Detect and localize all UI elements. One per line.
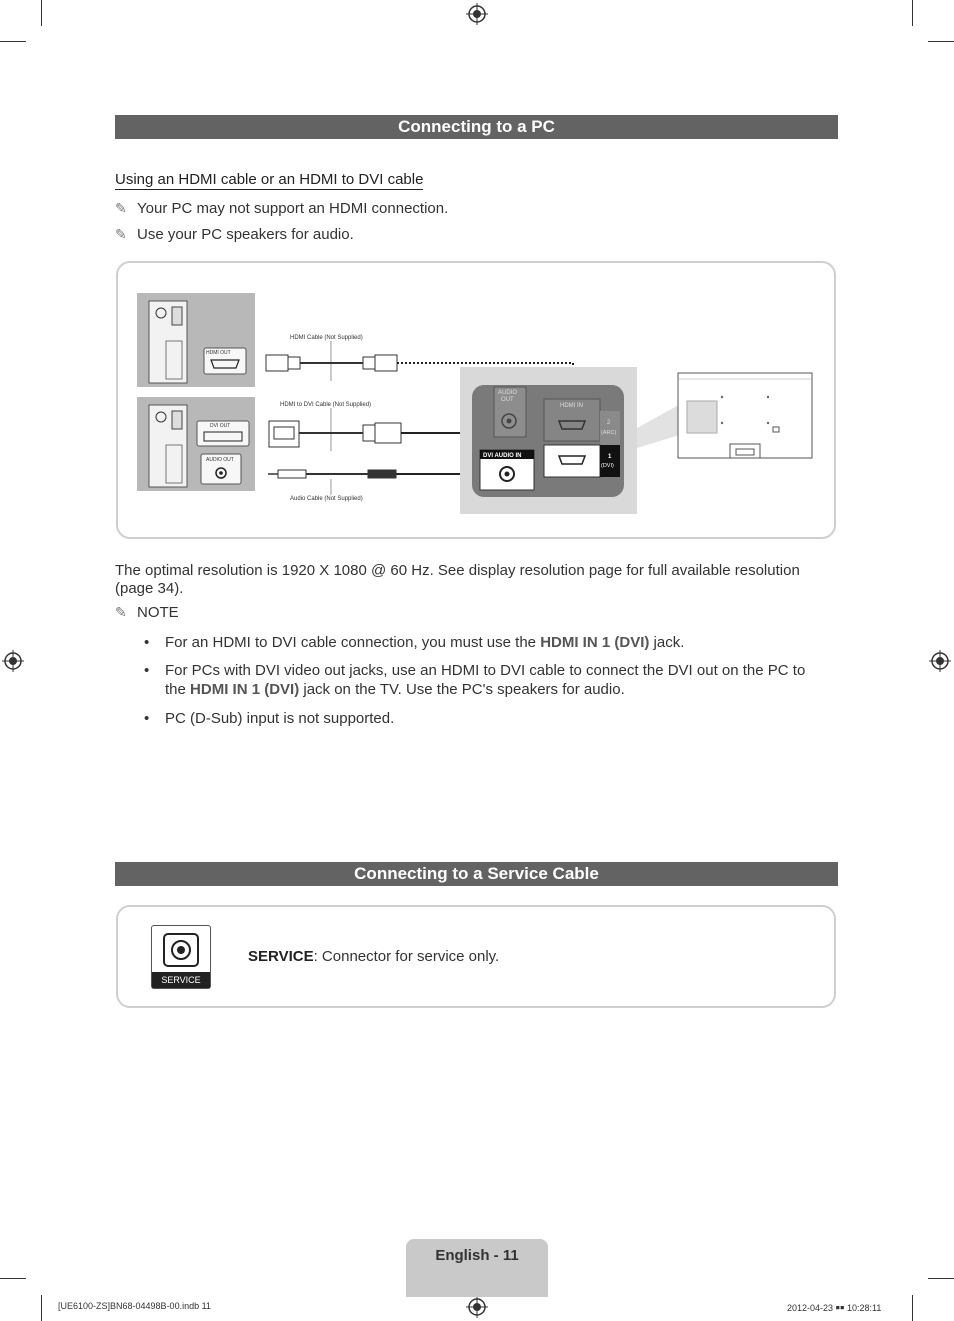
hdmi-in-1-dvi-term: HDMI IN 1 (DVI): [540, 634, 650, 651]
hdmi-dvi-cable-label: HDMI to DVI Cable (Not Supplied): [280, 402, 372, 408]
note-text: Your PC may not support an HDMI connection.: [137, 200, 449, 217]
tv-audio-out-label: AUDIO: [498, 390, 518, 396]
pc-hdmi-out-label: HDMI OUT: [206, 350, 231, 356]
pencil-note-icon: ✎: [115, 200, 127, 216]
bullet-dot: •: [144, 634, 150, 651]
hdmi-plug: [375, 423, 401, 443]
subheading-hdmi: Using an HDMI cable or an HDMI to DVI cable: [115, 171, 424, 188]
registration-mark-icon: [2, 650, 24, 672]
page-number-tab: English - 11: [406, 1239, 548, 1297]
note-label: NOTE: [137, 604, 179, 621]
tv-hdmi-in-label: HDMI IN: [560, 403, 583, 409]
tv-port2-sub: (ARC): [601, 430, 617, 436]
crop-mark: [0, 41, 26, 42]
hdmi-plug: [375, 355, 397, 371]
service-icon-label: SERVICE: [152, 972, 210, 988]
tv-port1-sub: (DVI): [601, 463, 614, 469]
pencil-note-icon: ✎: [115, 226, 127, 242]
section-title-service-cable: Connecting to a Service Cable: [115, 862, 838, 886]
resolution-line: The optimal resolution is 1920 X 1080 @ 60 Hz. See display resolution page for full available resolution: [115, 562, 800, 579]
audio-cable-label: Audio Cable (Not Supplied): [290, 496, 363, 502]
footer-timestamp: 2012-04-23 ￭￭ 10:28:11: [787, 1303, 882, 1313]
note-line: [115, 226, 354, 243]
service-connector-icon: [151, 925, 211, 989]
crop-mark: [928, 41, 954, 42]
note-heading: [115, 604, 179, 621]
crop-mark: [0, 1278, 26, 1279]
section-title-connecting-pc: Connecting to a PC: [115, 115, 838, 139]
bullet-dot: •: [144, 662, 150, 679]
service-term: SERVICE: [248, 948, 314, 965]
service-port-icon: [152, 926, 210, 972]
bullet-text: the: [165, 681, 191, 698]
footer-file-name: [UE6100-ZS]BN68-04498B-00.indb 11: [58, 1301, 211, 1311]
registration-mark-icon: [929, 650, 951, 672]
pc-audio-out-label: AUDIO OUT: [206, 457, 234, 463]
connection-diagram-graphic: [116, 261, 836, 539]
tv-audio-out-label: OUT: [501, 397, 514, 403]
audio-plug: [278, 470, 306, 478]
crop-mark: [912, 1295, 913, 1321]
bullet-text: jack on the TV. Use the PC's speakers for audio.: [299, 681, 625, 698]
service-desc-text: : Connector for service only.: [313, 948, 500, 965]
audio-plug: [368, 470, 396, 478]
tv-hdmi-in-1-port: [544, 445, 600, 477]
hdmi-plug: [266, 355, 288, 371]
tv-port1-number: 1: [608, 454, 612, 460]
bullet-text: For PCs with DVI video out jacks, use an HDMI to DVI cable to connect the DVI out on the PC to: [165, 662, 806, 679]
tv-dvi-audio-in-label: DVI AUDIO IN: [483, 453, 522, 459]
crop-mark: [912, 0, 913, 26]
hdmi-cable-label: HDMI Cable (Not Supplied): [290, 335, 363, 341]
resolution-line: (page 34).: [115, 580, 184, 597]
bullet-text: jack.: [649, 634, 685, 651]
pc-dvi-out-label: DVI OUT: [210, 423, 231, 429]
bullet-text: For an HDMI to DVI cable connection, you must use the: [165, 634, 541, 651]
registration-mark-icon: [466, 3, 488, 25]
crop-mark: [928, 1278, 954, 1279]
pencil-note-icon: ✎: [115, 604, 127, 620]
bullet-dot: •: [144, 710, 150, 727]
registration-mark-icon: [466, 1296, 488, 1318]
hdmi-in-1-dvi-term: HDMI IN 1 (DVI): [190, 681, 300, 698]
service-description: [248, 948, 499, 965]
bullet-text: PC (D-Sub) input is not supported.: [165, 710, 395, 727]
crop-mark: [41, 1295, 42, 1321]
note-text: Use your PC speakers for audio.: [137, 226, 354, 243]
note-line: [115, 200, 448, 217]
tv-port2-number: 2: [607, 420, 611, 426]
crop-mark: [41, 0, 42, 26]
